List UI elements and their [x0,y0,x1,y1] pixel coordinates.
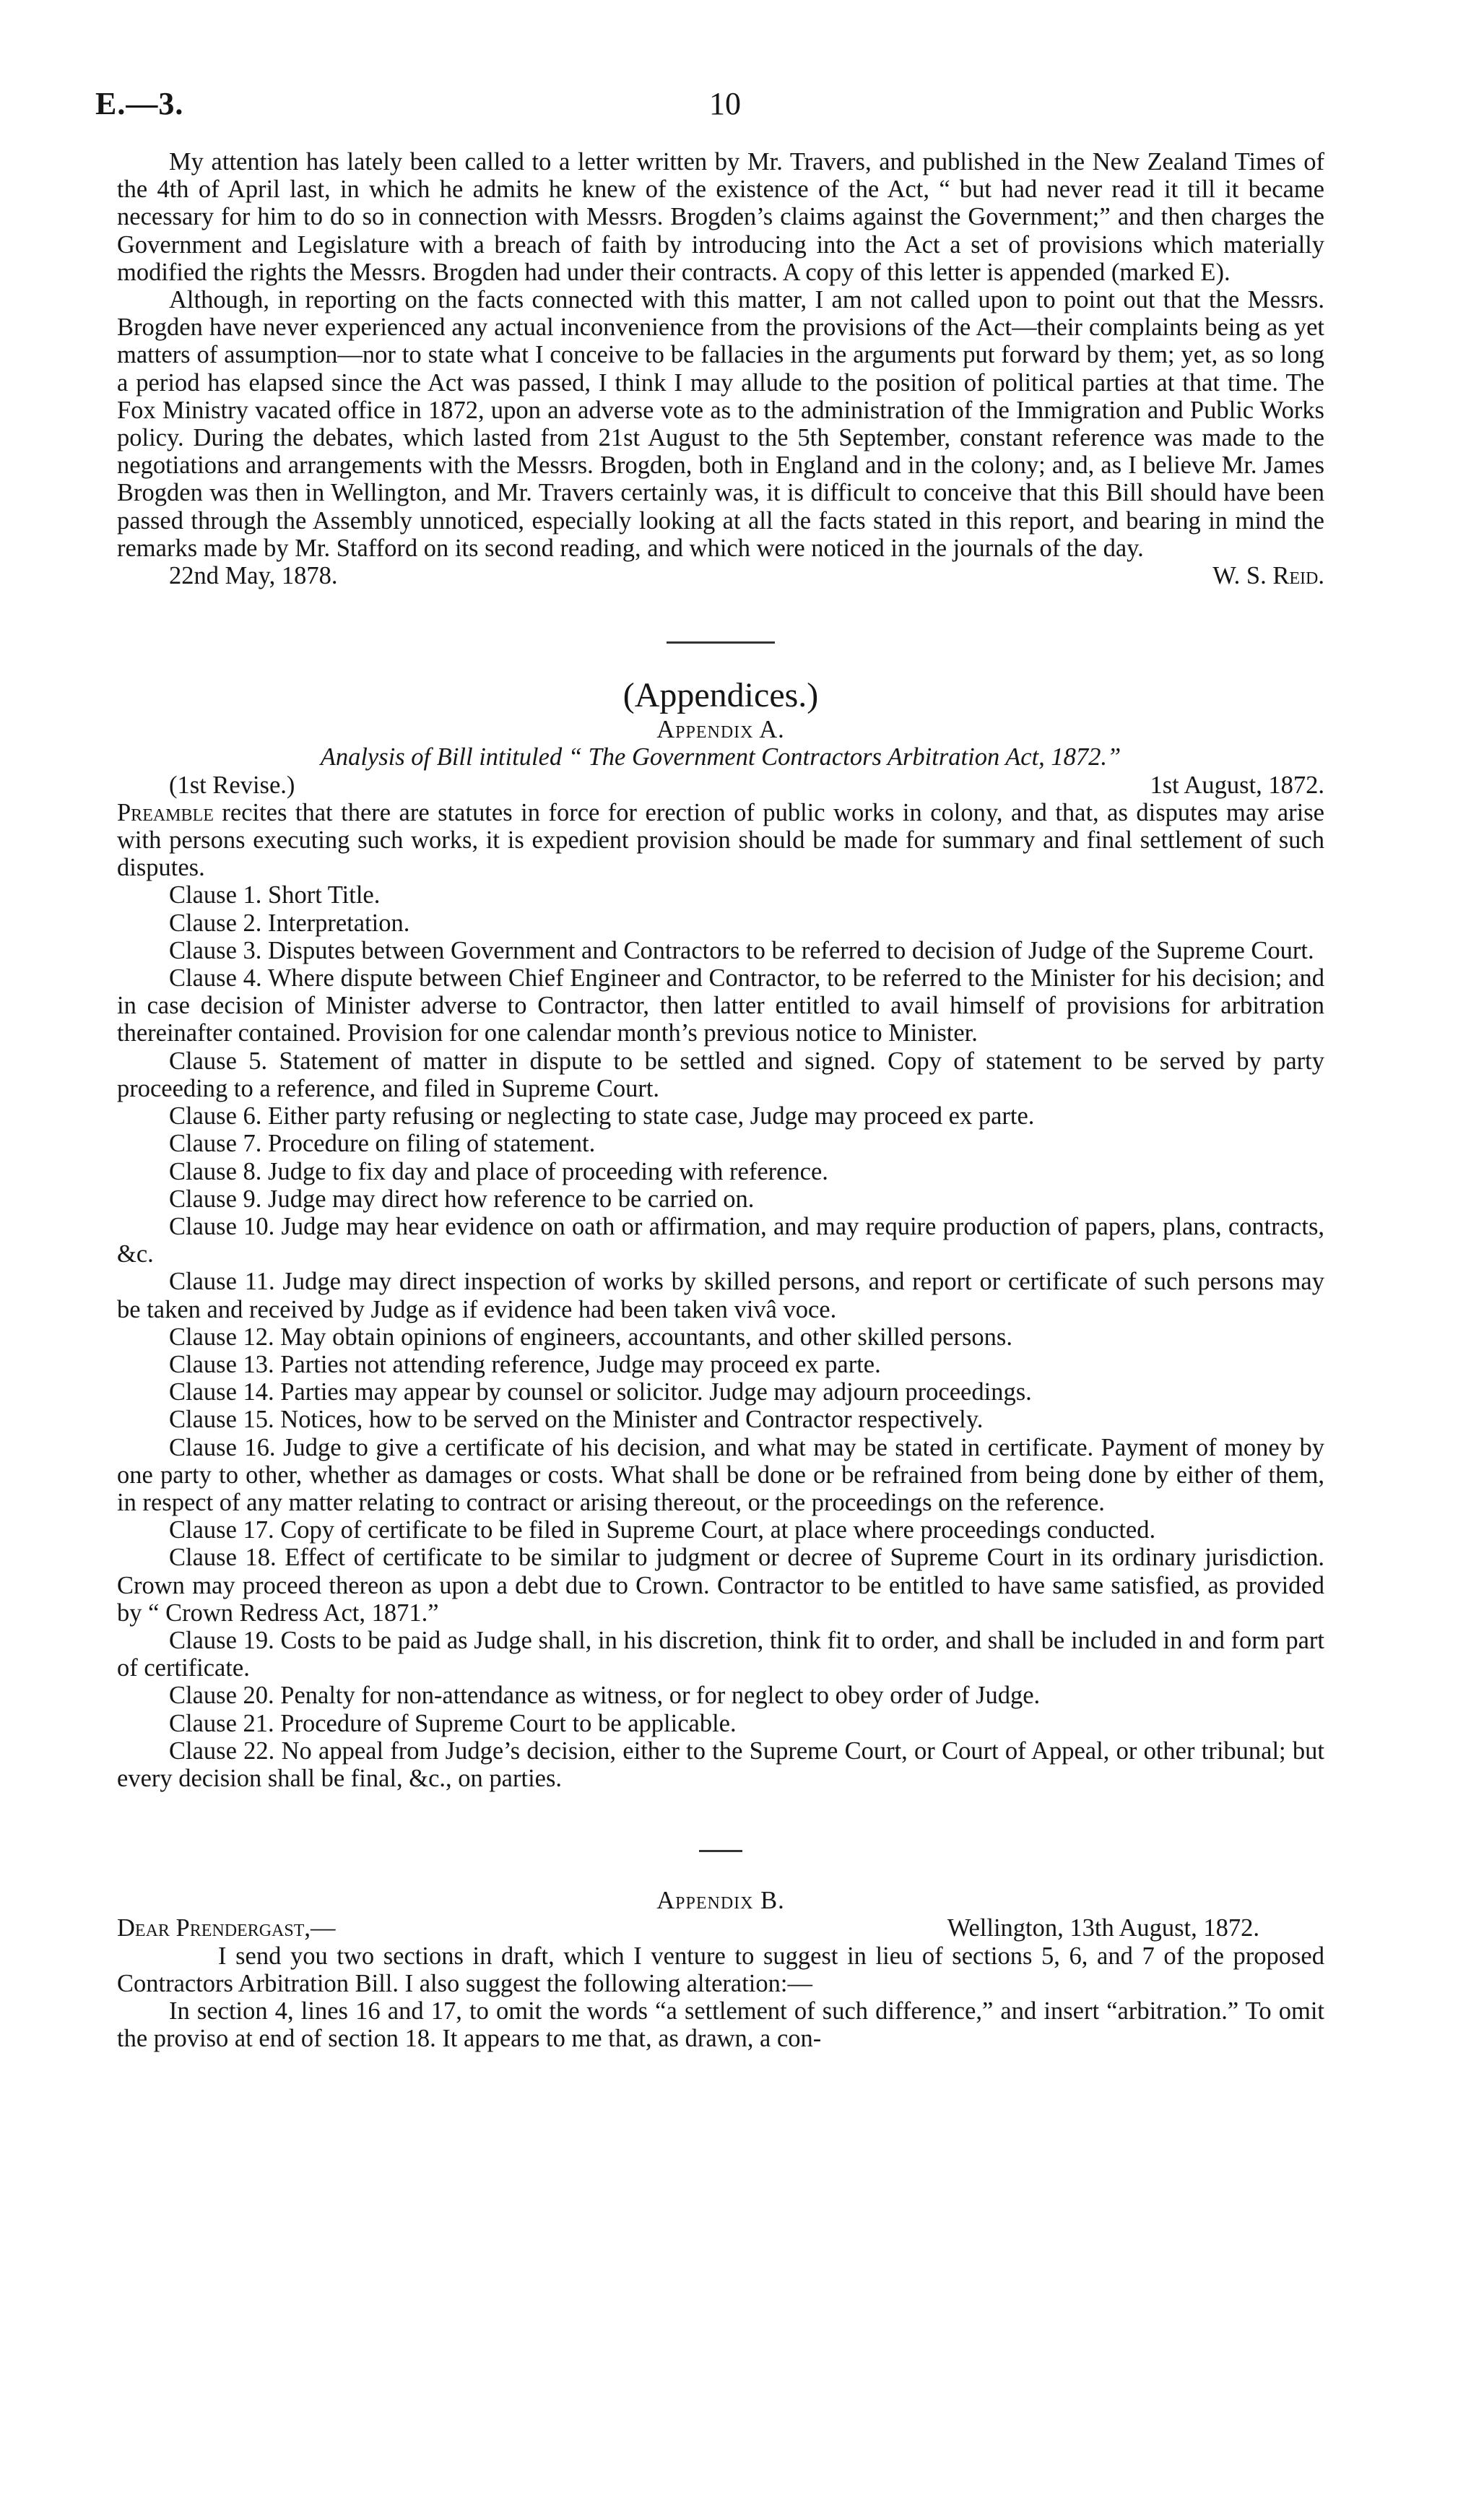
clause-item: Clause 12. May obtain opinions of engineers, accountants, and other skilled persons. [169,1323,1012,1351]
clause-item: Clause 16. Judge to give a certificate of his decision, and what may be stated in certificate. Payment of money by one party to other, whether as damages or costs. What shall be done or be refrained from being done by either of them, in respect of any matter relating to contract or arising thereout, or the proceedings on the reference. [117,1433,1324,1516]
appendix-a-date: 1st August, 1872. [1150,771,1324,799]
preamble-label: Preamble [117,798,214,826]
clause-item: Clause 4. Where dispute between Chief Engineer and Contractor, to be referred to the Minister for his decision; and in case decision of Minister adverse to Contractor, then latter entitled to avail himself of provisions for arbitration thereinafter contained. Provision for one calendar month’s previous notice to Minister. [117,964,1324,1047]
clause-item: Clause 11. Judge may direct inspection of works by skilled persons, and report or certificate of such persons may be taken and received by Judge as if evidence had been taken vivâ voce. [117,1268,1324,1323]
letter-paragraph: I send you two sections in draft, which I venture to suggest in lieu of sections 5, 6, and 7 of the proposed Contractors Arbitration Bill. I also suggest the following alteration:— [117,1942,1324,1997]
signatory-name: W. S. Reid. [1212,562,1324,590]
clause-item: Clause 10. Judge may hear evidence on oath or affirmation, and may require production of papers, plans, contracts, &c. [117,1212,1324,1268]
document-reference: E.—3. [95,86,184,121]
clause-item: Clause 13. Parties not attending reference, Judge may proceed ex parte. [169,1350,881,1378]
revise-label: (1st Revise.) [169,771,295,799]
clause-item: Clause 21. Procedure of Supreme Court to be applicable. [169,1709,737,1737]
report-signature-line [117,562,1324,589]
appendices-heading: (Appendices.) [622,676,819,715]
clause-item: Clause 7. Procedure on filing of statement. [169,1130,596,1158]
appendix-a-revise-line [117,771,1324,799]
report-paragraph: Although, in reporting on the facts connected with this matter, I am not called upon to point out that the Messrs. Brogden have never experienced any actual inconvenience from the provisions of the Act—their complaints being as yet matters of assumption—nor to state what I conceive to be fallacies in the arguments put forward by them; yet, as so long a period has elapsed since the Act was passed, I think I may allude to the position of political parties at that time. The Fox Ministry vacated office in 1872, upon an adverse vote as to the administration of the Immigration and Public Works policy. During the debates, which lasted from 21st August to the 5th September, constant reference was made to the negotiations and arrangements with the Messrs. Brogden, both in England and in the colony; and, as I believe Mr. James Brogden was then in Wellington, and Mr. Travers certainly was, it is difficult to conceive that this Bill should have been passed through the Assembly unnoticed, especially looking at all the facts stated in this report, and bearing in mind the remarks made by Mr. Stafford on its second reading, and which were noticed in the journals of the day. [117,286,1324,562]
preamble-text: recites that there are statutes in force for erection of public works in colony, and that, as disputes may arise with persons executing such works, it is expedient provision should be made for summary and final settlement of such disputes. [117,798,1324,882]
clause-item: Clause 9. Judge may direct how reference to be carried on. [169,1185,755,1213]
page-body [117,148,1324,2052]
clause-item: Clause 3. Disputes between Government and Contractors to be referred to decision of Judge of the Supreme Court. [169,936,1314,964]
clause-item: Clause 15. Notices, how to be served on the Minister and Contractor respectively. [169,1406,984,1434]
clause-item: Clause 6. Either party refusing or neglecting to state case, Judge may proceed ex parte. [169,1102,1035,1130]
letter-salutation: Dear Prendergast,— [117,1914,336,1942]
clause-list [117,881,1324,1792]
clause-item: Clause 2. Interpretation. [169,909,410,937]
preamble [117,799,1324,882]
clause-item: Clause 22. No appeal from Judge’s decision, either to the Supreme Court, or Court of Appeal, or other tribunal; but every decision shall be final, &c., on parties. [117,1737,1324,1792]
clause-item: Clause 18. Effect of certificate to be similar to judgment or decree of Supreme Court in its ordinary jurisdiction. Crown may proceed thereon as upon a debt due to Crown. Contractor to be entitled to have same satisfied, as provided by “ Crown Redress Act, 1871.” [117,1544,1324,1627]
report-paragraph: My attention has lately been called to a letter written by Mr. Travers, and published in the New Zealand Times of the 4th of April last, in which he admits he knew of the existence of the Act, “ but had never read it till it became necessary for him to do so in connection with Messrs. Brogden’s claims against the Government;” and then charges the Government and Legislature with a breach of faith by introducing into the Act a set of provisions which materially modified the rights the Messrs. Brogden had under their contracts. A copy of this letter is appended (marked E). [117,148,1324,286]
appendix-b-label: Appendix B. [656,1887,785,1915]
clause-item: Clause 1. Short Title. [169,881,381,909]
section-divider [667,641,775,644]
letter-date: Wellington, 13th August, 1872. [947,1914,1259,1942]
report-date: 22nd May, 1878. [169,562,338,590]
appendix-a-subtitle: Analysis of Bill intituled “ The Government Contractors Arbitration Act, 1872.” [320,743,1121,771]
letter-heading-line [117,1914,1324,1942]
letter-paragraph: In section 4, lines 16 and 17, to omit the words “a settlement of such difference,” and insert “arbitration.” To omit the proviso at end of section 18. It appears to me that, as drawn, a con- [117,1997,1324,2053]
clause-item: Clause 5. Statement of matter in dispute to be settled and signed. Copy of statement to be served by party proceeding to a reference, and filed in Supreme Court. [117,1047,1324,1102]
clause-item: Clause 14. Parties may appear by counsel or solicitor. Judge may adjourn proceedings. [169,1378,1032,1406]
page-number: 10 [709,86,741,121]
section-divider [699,1850,742,1852]
clause-item: Clause 19. Costs to be paid as Judge shall, in his discretion, think fit to order, and shall be included in and form part of certificate. [117,1626,1324,1682]
appendix-a-label: Appendix A. [656,716,785,744]
clause-item: Clause 17. Copy of certificate to be filed in Supreme Court, at place where proceedings conducted. [169,1516,1156,1544]
clause-item: Clause 20. Penalty for non-attendance as witness, or for neglect to obey order of Judge. [169,1682,1041,1710]
clause-item: Clause 8. Judge to fix day and place of proceeding with reference. [169,1157,828,1185]
